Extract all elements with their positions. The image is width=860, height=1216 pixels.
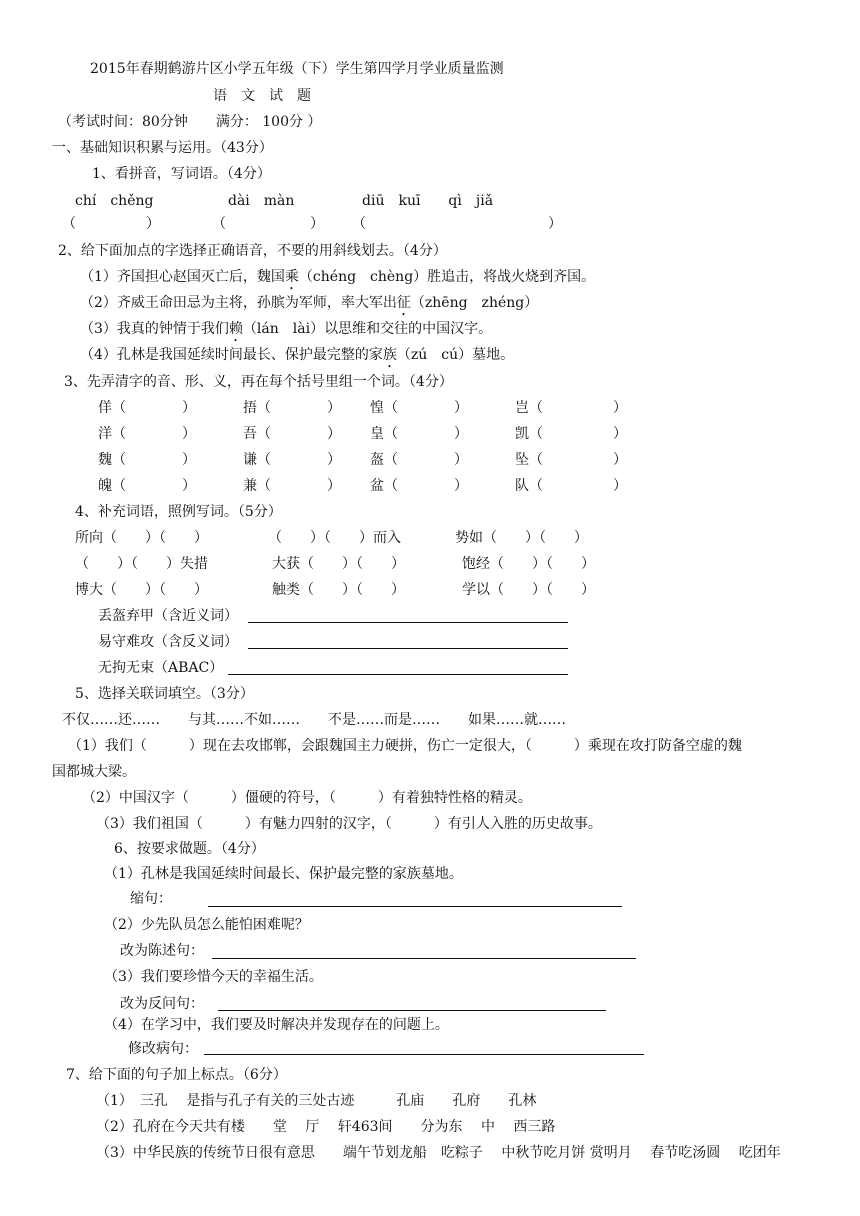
q6-label-4: 修改病句： bbox=[128, 1041, 198, 1057]
q6-sentence-2: （2）少先队员怎么能怕困难呢？ bbox=[104, 917, 309, 933]
q3-cell[interactable]: 魄（ ） bbox=[98, 478, 196, 494]
answer-line[interactable] bbox=[228, 674, 568, 675]
q3-cell[interactable]: 队（ ） bbox=[515, 478, 627, 494]
q6-label-3: 改为反问句： bbox=[120, 996, 204, 1012]
q4-cell[interactable]: 触类（ ）（ ） bbox=[272, 582, 405, 598]
section-heading: 一、基础知识积累与运用。（43分） bbox=[52, 140, 273, 156]
q5-item-2: （2）中国汉字（ ）僵硬的符号，（ ）有着独特性格的精灵。 bbox=[82, 790, 532, 806]
q7-item-1: （1） 三孔 是指与孔子有关的三处古迹 孔庙 孔府 孔林 bbox=[96, 1093, 537, 1109]
q3-cell[interactable]: 魏（ ） bbox=[98, 452, 196, 468]
q5-title: 5、选择关联词填空。（3分） bbox=[75, 686, 254, 702]
q3-cell[interactable]: 佯（ ） bbox=[98, 400, 196, 416]
q3-cell[interactable]: 凯（ ） bbox=[515, 426, 627, 442]
q1-pinyin-3: diū kuī qì jiǎ bbox=[362, 193, 494, 209]
q6-sentence-3: （3）我们要珍惜今天的幸福生活。 bbox=[104, 969, 323, 985]
q6-label-1: 缩句： bbox=[130, 891, 172, 907]
q7-item-2: （2）孔府在今天共有楼 堂 厅 轩463间 分为东 中 西三路 bbox=[96, 1119, 556, 1135]
q5-item-3: （3）我们祖国（ ）有魅力四射的汉字，（ ）有引人入胜的历史故事。 bbox=[96, 816, 602, 832]
q3-cell[interactable]: 惶（ ） bbox=[370, 400, 468, 416]
q4-example-1: 丢盔弃甲（含近义词） bbox=[98, 608, 238, 624]
q1-title: 1、看拼音，写词语。（4分） bbox=[92, 166, 271, 182]
q3-cell[interactable]: 岂（ ） bbox=[515, 400, 627, 416]
q7-item-3: （3）中华民族的传统节日很有意思 端午节划龙船 吃粽子 中秋节吃月饼 赏明月 春节吃汤圆 吃团年 bbox=[96, 1145, 781, 1161]
answer-line[interactable] bbox=[212, 958, 636, 959]
q3-cell[interactable]: 坠（ ） bbox=[515, 452, 627, 468]
dotted-char: 族 bbox=[382, 347, 397, 363]
q2-item-2: （2）齐威王命田忌为主将，孙膑为军师，率大军出征（zhēng zhéng） bbox=[80, 295, 539, 311]
q5-options: 不仅……还…… 与其……不如…… 不是……而是…… 如果……就…… bbox=[62, 712, 566, 728]
q4-cell[interactable]: 饱经（ ）（ ） bbox=[462, 556, 595, 572]
q1-answer-bracket-2[interactable]: （ ） bbox=[212, 216, 324, 232]
q1-answer-bracket-3[interactable]: （ ） bbox=[352, 216, 562, 232]
q3-cell[interactable]: 盆（ ） bbox=[370, 478, 468, 494]
q7-title: 7、给下面的句子加上标点。（6分） bbox=[66, 1067, 287, 1083]
subject-title: 语 文 试 题 bbox=[213, 88, 311, 104]
q3-cell[interactable]: 谦（ ） bbox=[243, 452, 341, 468]
q4-cell[interactable]: 大获（ ）（ ） bbox=[272, 556, 405, 572]
q1-pinyin-2: dài màn bbox=[228, 193, 295, 209]
q2-title: 2、给下面加点的字选择正确语音，不要的用斜线划去。（4分） bbox=[58, 243, 447, 259]
exam-info: （考试时间：80分钟 满分： 100分 ） bbox=[58, 114, 322, 130]
answer-line[interactable] bbox=[248, 622, 568, 623]
dotted-char: 征 bbox=[396, 295, 411, 311]
q3-cell[interactable]: 盔（ ） bbox=[370, 452, 468, 468]
q4-example-3: 无拘无束（ABAC） bbox=[98, 660, 224, 676]
q2-item-1: （1）齐国担心赵国灭亡后，魏国乘（chéng chèng）胜追击，将战火烧到齐国。 bbox=[80, 269, 596, 285]
q4-cell[interactable]: 博大（ ）（ ） bbox=[75, 582, 208, 598]
q3-cell[interactable]: 洋（ ） bbox=[98, 426, 196, 442]
q3-title: 3、先弄清字的音、形、义，再在每个括号里组一个词。（4分） bbox=[64, 374, 453, 390]
q6-title: 6、按要求做题。（4分） bbox=[114, 841, 265, 857]
answer-line[interactable] bbox=[208, 906, 622, 907]
q4-cell[interactable]: （ ）（ ）而入 bbox=[268, 530, 401, 546]
answer-line[interactable] bbox=[218, 1010, 606, 1011]
q4-cell[interactable]: （ ）（ ）失措 bbox=[75, 556, 208, 572]
q1-pinyin-1: chí chěng bbox=[75, 193, 154, 209]
dotted-char: 赖 bbox=[228, 321, 243, 337]
q4-cell[interactable]: 学以（ ）（ ） bbox=[462, 582, 595, 598]
q3-cell[interactable]: 皇（ ） bbox=[370, 426, 468, 442]
q2-item-3: （3）我真的钟情于我们赖（lán lài）以思维和交往的中国汉字。 bbox=[80, 321, 493, 337]
q6-sentence-4: （4）在学习中，我们要及时解决并发现存在的问题上。 bbox=[104, 1017, 449, 1033]
q4-title: 4、补充词语，照例写词。（5分） bbox=[75, 504, 282, 520]
q3-cell[interactable]: 捂（ ） bbox=[243, 400, 341, 416]
q4-cell[interactable]: 所向（ ）（ ） bbox=[75, 530, 208, 546]
q3-cell[interactable]: 兼（ ） bbox=[243, 478, 341, 494]
q3-cell[interactable]: 吾（ ） bbox=[243, 426, 341, 442]
q4-cell[interactable]: 势如（ ）（ ） bbox=[455, 530, 588, 546]
exam-title: 2015年春期鹤游片区小学五年级（下）学生第四学月学业质量监测 bbox=[90, 61, 504, 77]
q2-item-4: （4）孔林是我国延续时间最长、保护最完整的家族（zú cú）墓地。 bbox=[80, 347, 515, 363]
q1-answer-bracket-1[interactable]: （ ） bbox=[62, 216, 160, 232]
q5-item-1-cont: 国都城大梁。 bbox=[52, 764, 136, 780]
answer-line[interactable] bbox=[248, 648, 568, 649]
dotted-char: 乘 bbox=[284, 269, 299, 285]
q6-label-2: 改为陈述句： bbox=[120, 943, 204, 959]
q6-sentence-1: （1）孔林是我国延续时间最长、保护最完整的家族墓地。 bbox=[104, 866, 463, 882]
q5-item-1: （1）我们（ ）现在去攻邯郸，会跟魏国主力硬拼，伤亡一定很大，（ ）乘现在攻打防备空虚的魏 bbox=[68, 738, 742, 754]
q4-example-2: 易守难攻（含反义词） bbox=[98, 634, 238, 650]
answer-line[interactable] bbox=[204, 1054, 644, 1055]
